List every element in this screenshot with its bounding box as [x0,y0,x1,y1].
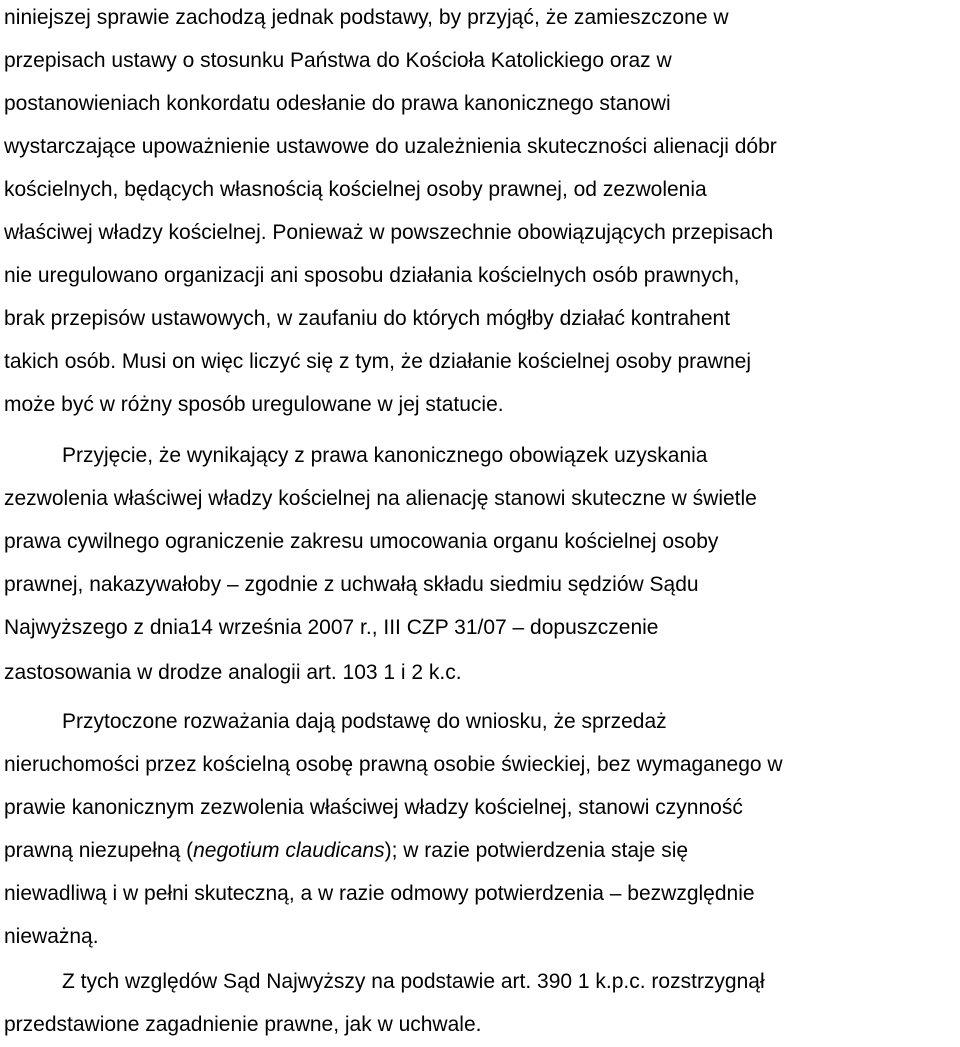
paragraph-start-line: Przyjęcie, że wynikający z prawa kanonicznego obowiązek uzyskania [62,444,708,467]
text-line: prawa cywilnego ograniczenie zakresu umocowania organu kościelnej osoby [4,530,719,553]
text-line: prawnej, nakazywałoby – zgodnie z uchwałą składu siedmiu sędziów Sądu [4,573,699,596]
text-line: kościelnych, będących własnością kościelnej osoby prawnej, od zezwolenia [4,178,707,201]
text-line: brak przepisów ustawowych, w zaufaniu do których mógłby działać kontrahent [4,307,731,330]
text-line: postanowieniach konkordatu odesłanie do prawa kanonicznego stanowi [4,92,671,115]
text-line: niewadliwą i w pełni skuteczną, a w razie odmowy potwierdzenia – bezwzględnie [4,882,755,905]
text-line: przedstawione zagadnienie prawne, jak w uchwale. [4,1013,482,1036]
text-line: właściwej władzy kościelnej. Ponieważ w powszechnie obowiązujących przepisach [4,221,774,244]
text-line: takich osób. Musi on więc liczyć się z tym, że działanie kościelnej osoby prawnej [4,350,751,373]
text-line: zastosowania w drodze analogii art. 103 1 i 2 k.c. [4,661,462,684]
text-segment: prawną niezupełną ( [4,839,194,862]
paragraph-start-line: Z tych względów Sąd Najwyższy na podstawie art. 390 1 k.p.c. rozstrzygnął [62,970,765,993]
paragraph-start-line: Przytoczone rozważania dają podstawę do wniosku, że sprzedaż [62,710,667,733]
text-line: przepisach ustawy o stosunku Państwa do Kościoła Katolickiego oraz w [4,49,672,72]
text-line: nieważną. [4,925,99,948]
text-line: wystarczające upoważnienie ustawowe do uzależnienia skuteczności alienacji dóbr [4,135,777,158]
text-line: nie uregulowano organizacji ani sposobu działania kościelnych osób prawnych, [4,264,740,287]
text-line: zezwolenia właściwej władzy kościelnej na alienację stanowi skuteczne w świetle [4,487,757,510]
text-line: Najwyższego z dnia14 września 2007 r., III CZP 31/07 – dopuszczenie [4,616,659,639]
latin-term: negotium claudicans [193,839,385,862]
text-segment: ); w razie potwierdzenia staje się [384,839,689,862]
text-line: prawie kanonicznym zezwolenia właściwej władzy kościelnej, stanowi czynność [4,796,743,819]
text-line-with-italic [4,829,688,872]
text-line: niniejszej sprawie zachodzą jednak podstawy, by przyjąć, że zamieszczone w [4,6,729,29]
text-line: może być w różny sposób uregulowane w jej statucie. [4,393,504,416]
text-line: nieruchomości przez kościelną osobę prawną osobie świeckiej, bez wymaganego w [4,753,783,776]
